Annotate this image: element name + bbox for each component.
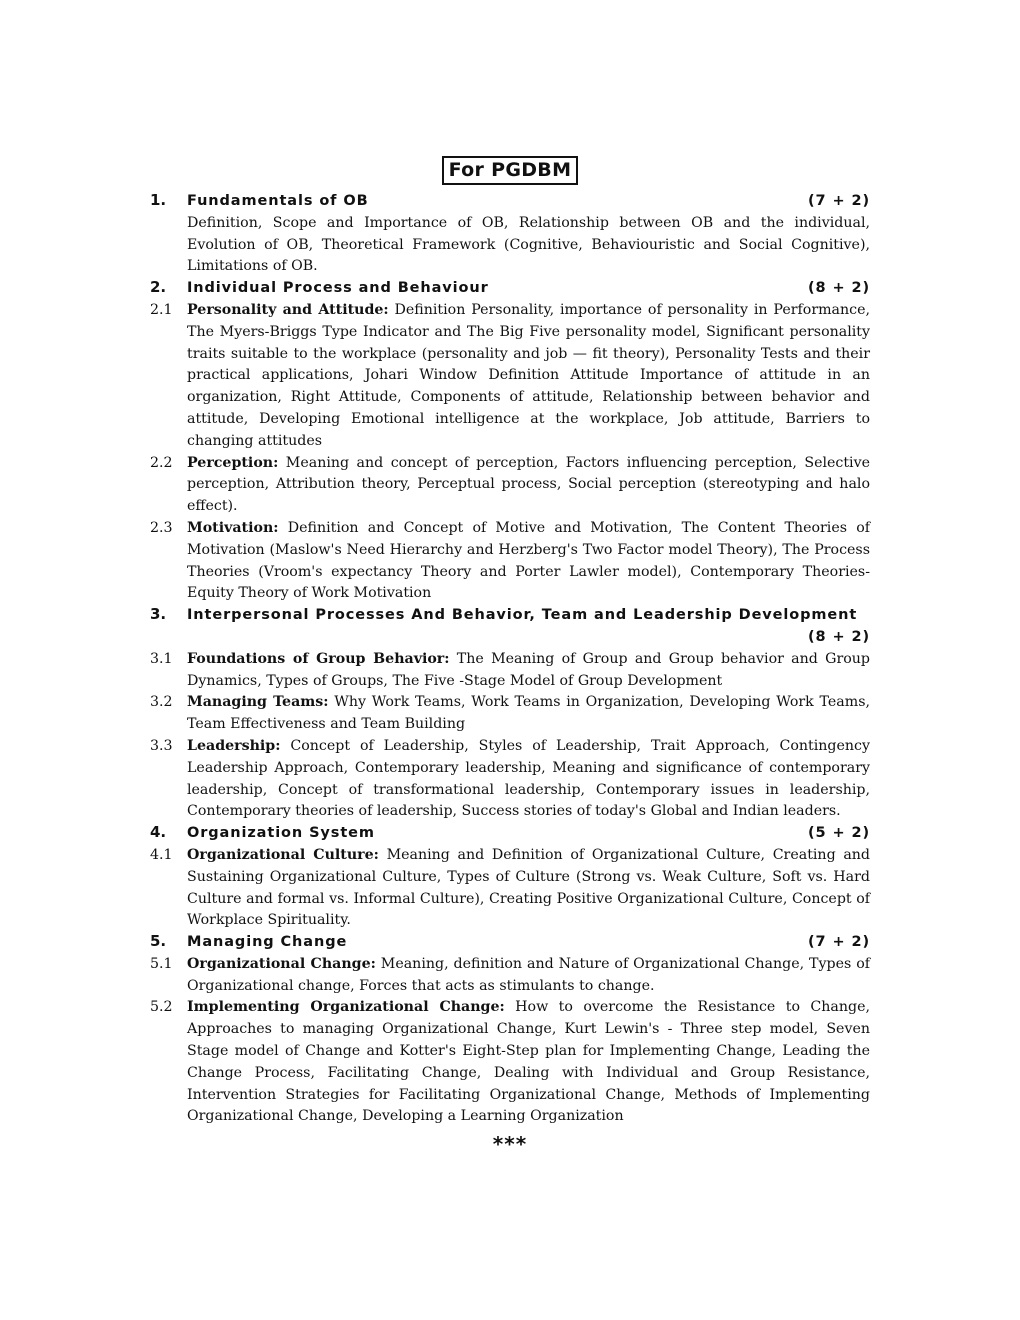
subsection-number: 5.2	[150, 999, 173, 1016]
subsection-label: Foundations of Group Behavior:	[187, 650, 450, 667]
section-number: 3.	[150, 605, 167, 624]
end-marker: ***	[492, 1132, 528, 1157]
subsection-label: Organizational Change:	[187, 955, 376, 972]
section-text: Definition, Scope and Importance of OB, Relationship between OB and the individual, Evolution of OB, Theoretical Framework (Cognitive, Behaviouristic and Social Cognitive), Limitations of OB.	[187, 214, 870, 275]
subsection-text: Meaning, definition and Nature of Organizational Change, Types of Organizational change, Forces that acts as stimulants to change.	[187, 955, 870, 994]
subsection-number: 3.1	[150, 650, 173, 667]
subsection-5-1	[150, 954, 870, 998]
section-title: Individual Process and Behaviour	[187, 280, 489, 297]
subsection-3-2	[150, 692, 870, 736]
subsection-5-2	[150, 997, 870, 1128]
subsection-text: How to overcome the Resistance to Change, Approaches to managing Organizational Change, Kurt Lewin's - Three step model, Seven Stage model of Change and Kotter's Eight-Step plan for Implementing Change, Leading the Change Process, Facilitating Change, Dealing with Individual and Group Resistance, Intervention Strategies for Facilitating Organizational Change, Methods of Implementing Organizational Change, Developing a Learning Organization	[187, 999, 871, 1125]
subsection-number: 4.1	[150, 846, 173, 863]
syllabus-page	[150, 156, 870, 1156]
section-title: Fundamentals of OB	[187, 193, 369, 209]
subsection-4-1	[150, 845, 870, 932]
section-number: 4.	[150, 823, 167, 842]
section-number: 5.	[150, 932, 167, 951]
section-5-heading	[150, 932, 870, 954]
subsection-2-2	[150, 453, 870, 518]
section-marks: (7 + 2)	[808, 193, 870, 209]
subsection-2-1	[150, 300, 870, 453]
subsection-label: Personality and Attitude:	[187, 301, 389, 318]
section-3-heading	[150, 605, 870, 649]
section-2-heading	[150, 278, 870, 300]
section-title: Managing Change	[187, 934, 348, 951]
section-title: Interpersonal Processes And Behavior, Team and Leadership Development	[187, 607, 858, 624]
title-wrapper	[150, 156, 870, 185]
page-title: For PGDBM	[442, 156, 579, 185]
section-marks: (5 + 2)	[808, 825, 870, 842]
section-4-heading	[150, 823, 870, 845]
section-title: Organization System	[187, 825, 375, 842]
subsection-2-3	[150, 518, 870, 605]
subsection-label: Managing Teams:	[187, 694, 329, 711]
section-marks: (8 + 2)	[808, 628, 870, 645]
subsection-text: Concept of Leadership, Styles of Leadership, Trait Approach, Contingency Leadership Approach, Contemporary leadership, Meaning and significance of contemporary leadership, Concept of transformational leadership, Contemporary issues in leadership, Contemporary theories of leadership, Success stories of today's Global and Indian leaders.	[187, 737, 870, 820]
subsection-text: Definition and Concept of Motive and Motivation, The Content Theories of Motivation (Maslow's Need Hierarchy and Herzberg's Two Factor model Theory), The Process Theories (Vroom's expectancy Theory and Porter Lawler model), Contemporary Theories- Equity Theory of Work Motivation	[187, 519, 870, 602]
section-number: 1.	[150, 191, 167, 209]
subsection-label: Motivation:	[187, 519, 279, 536]
subsection-label: Leadership:	[187, 737, 281, 754]
subsection-number: 3.2	[150, 694, 173, 711]
subsection-number: 3.3	[150, 737, 173, 754]
subsection-number: 2.1	[150, 301, 173, 318]
subsection-label: Organizational Culture:	[187, 846, 379, 863]
subsection-text: Meaning and Definition of Organizational Culture, Creating and Sustaining Organizational Culture, Types of Culture (Strong vs. Weak Culture, Soft vs. Hard Culture and formal vs. Informal Culture), Creating Positive Organizational Culture, Concept of Workplace Spirituality.	[187, 846, 870, 929]
subsection-text: The Meaning of Group and Group behavior and Group Dynamics, Types of Groups, The Five -Stage Model of Group Development	[187, 650, 870, 689]
section-marks: (7 + 2)	[808, 934, 870, 951]
subsection-number: 2.2	[150, 454, 173, 471]
subsection-number: 5.1	[150, 955, 173, 972]
subsection-3-1	[150, 649, 870, 693]
subsection-text: Why Work Teams, Work Teams in Organization, Developing Work Teams, Team Effectiveness and Team Building	[187, 694, 870, 733]
subsection-number: 2.3	[150, 519, 173, 536]
section-1-heading	[150, 191, 870, 213]
subsection-label: Perception:	[187, 454, 279, 471]
subsection-text: Definition Personality, importance of personality in Performance, The Myers-Briggs Type Indicator and The Big Five personality model, Significant personality traits suitable to the workplace (personality and job — fit theory), Personality Tests and their practical applications, Johari Window Definition Attitude Importance of attitude in an organization, Right Attitude, Components of attitude, Relationship between behavior and attitude, Developing Emotional intelligence at the workplace, Job attitude, Barriers to changing attitudes	[187, 301, 870, 449]
subsection-text: Meaning and concept of perception, Factors influencing perception, Selective perception, Attribution theory, Perceptual process, Social perception (stereotyping and halo effect).	[187, 454, 870, 515]
section-number: 2.	[150, 278, 167, 297]
section-marks: (8 + 2)	[808, 280, 870, 297]
section-1-body	[150, 213, 870, 278]
subsection-label: Implementing Organizational Change:	[187, 999, 505, 1016]
subsection-3-3	[150, 736, 870, 823]
